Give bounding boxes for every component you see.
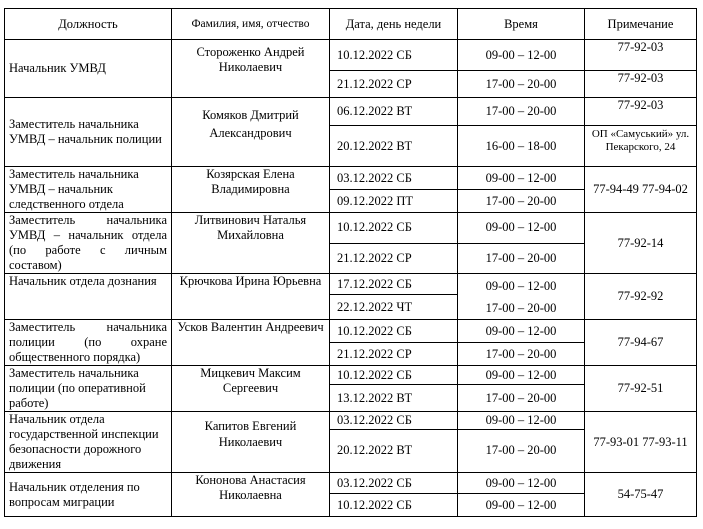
time-cell: 17-00 – 20-00 [458, 98, 585, 126]
time-cell: 17-00 – 20-00 [458, 385, 585, 412]
note-cell: 77-92-03 [585, 71, 697, 98]
header-time: Время [458, 9, 585, 40]
date-cell: 10.12.2022 СБ [330, 494, 458, 517]
date-cell: 21.12.2022 СР [330, 243, 458, 274]
table-row [5, 366, 697, 385]
position-cell: Начальник УМВД [5, 40, 172, 98]
name-cell: Крючкова Ирина Юрьевна [172, 274, 330, 320]
time-cell: 09-00 – 12-00 [458, 213, 585, 244]
date-cell: 03.12.2022 СБ [330, 412, 458, 430]
date-cell: 10.12.2022 СБ [330, 320, 458, 343]
name-cell: Комяков Дмитрий Александрович [172, 98, 330, 167]
note-cell: 54-75-47 [585, 473, 697, 517]
table-row [5, 213, 697, 244]
time-second: 17-00 – 20-00 [485, 300, 557, 315]
time-cell: 16-00 – 18-00 [458, 126, 585, 167]
date-cell: 10.12.2022 СБ [330, 366, 458, 385]
header-date: Дата, день недели [330, 9, 458, 40]
name-cell: Литвинович Наталья Михайловна [172, 213, 330, 274]
table-row [5, 412, 697, 430]
date-cell: 06.12.2022 ВТ [330, 98, 458, 126]
time-cell: 09-00 – 12-00 [458, 473, 585, 494]
date-cell: 09.12.2022 ПТ [330, 190, 458, 213]
time-cell: 09-00 – 12-00 [458, 366, 585, 385]
date-cell: 03.12.2022 СБ [330, 473, 458, 494]
time-cell: 09-00 – 12-00 [458, 40, 585, 71]
date-cell: 03.12.2022 СБ [330, 167, 458, 190]
date-cell: 10.12.2022 СБ [330, 213, 458, 244]
note-cell: 77-93-01 77-93-11 [585, 412, 697, 473]
table-row [5, 167, 697, 190]
header-note: Примечание [585, 9, 697, 40]
time-cell: 17-00 – 20-00 [458, 243, 585, 274]
date-cell: 10.12.2022 СБ [330, 40, 458, 71]
position-cell: Заместитель начальника УМВД – начальник следственного отдела [5, 167, 172, 213]
time-cell: 09-00 – 12-00 [458, 494, 585, 517]
time-cell: 17-00 – 20-00 [458, 343, 585, 366]
position-cell: Начальник отдела дознания [5, 274, 172, 320]
name-cell: Усков Валентин Андреевич [172, 320, 330, 366]
header-name: Фамилия, имя, отчество [172, 9, 330, 40]
time-cell: 17-00 – 20-00 [458, 429, 585, 472]
header-position: Должность [5, 9, 172, 40]
date-cell: 21.12.2022 СР [330, 343, 458, 366]
table-row [5, 473, 697, 494]
date-cell: 17.12.2022 СБ [330, 274, 458, 295]
position-cell: Заместитель начальника УМВД – начальник полиции [5, 98, 172, 167]
note-cell: 77-92-03 [585, 40, 697, 71]
name-cell: Стороженко Андрей Николаевич [172, 40, 330, 98]
time-cell: 09-00 – 12-00 [458, 167, 585, 190]
name-cell: Капитов Евгений Николаевич [172, 412, 330, 473]
date-cell: 20.12.2022 ВТ [330, 126, 458, 167]
note-cell: 77-92-03 [585, 98, 697, 126]
name-cell: Мицкевич Максим Сергеевич [172, 366, 330, 412]
time-cell [458, 274, 585, 320]
note-cell: ОП «Самуський» ул. Пекарского, 24 [585, 126, 697, 167]
position-cell: Заместитель начальника УМВД – начальник отдела (по работе с личным составом) [5, 213, 172, 274]
date-cell: 21.12.2022 СР [330, 71, 458, 98]
position-cell: Заместитель начальника полиции (по охране общественного порядка) [5, 320, 172, 366]
date-cell: 20.12.2022 ВТ [330, 429, 458, 472]
time-cell: 09-00 – 12-00 [458, 320, 585, 343]
table-row [5, 40, 697, 71]
time-cell: 17-00 – 20-00 [458, 190, 585, 213]
table-row [5, 320, 697, 343]
note-cell: 77-92-92 [585, 274, 697, 320]
position-cell: Начальник отделения по вопросам миграции [5, 473, 172, 517]
time-first: 09-00 – 12-00 [485, 278, 557, 293]
position-cell: Заместитель начальника полиции (по оперативной работе) [5, 366, 172, 412]
position-cell: Начальник отдела государственной инспекции безопасности дорожного движения [5, 412, 172, 473]
note-cell: 77-94-49 77-94-02 [585, 167, 697, 213]
date-cell: 13.12.2022 ВТ [330, 385, 458, 412]
reception-schedule-table [4, 8, 697, 517]
note-cell: 77-94-67 [585, 320, 697, 366]
time-cell: 09-00 – 12-00 [458, 412, 585, 430]
table-header-row [5, 9, 697, 40]
date-cell: 22.12.2022 ЧТ [330, 295, 458, 320]
note-cell: 77-92-14 [585, 213, 697, 274]
time-cell: 17-00 – 20-00 [458, 71, 585, 98]
table-row [5, 98, 697, 126]
name-cell: Кононова Анастасия Николаевна [172, 473, 330, 517]
note-cell: 77-92-51 [585, 366, 697, 412]
name-cell: Козярская Елена Владимировна [172, 167, 330, 213]
table-row [5, 274, 697, 295]
